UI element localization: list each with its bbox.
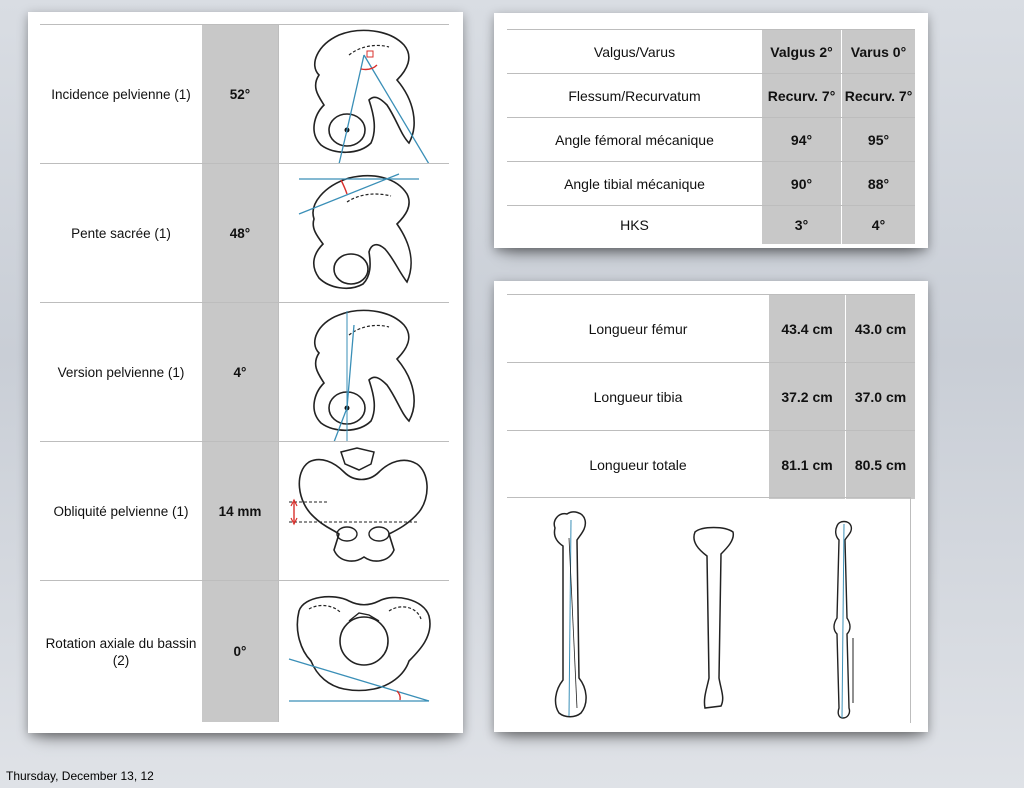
pelvic-obliquity-figure: [278, 442, 450, 581]
right-value: Recurv. 7°: [842, 74, 915, 118]
table-row: [507, 362, 915, 431]
row-label: Obliquité pelvienne (1): [53, 504, 189, 519]
row-label: Longueur fémur: [588, 321, 688, 337]
bone-lengths-card: [494, 281, 928, 732]
row-value: 4°: [202, 303, 278, 442]
row-label: HKS: [620, 217, 649, 233]
left-value: Recurv. 7°: [762, 74, 841, 118]
table-row: [507, 73, 915, 118]
row-value: 14 mm: [202, 442, 278, 581]
row-label: Longueur totale: [589, 457, 687, 473]
right-value: Varus 0°: [842, 30, 915, 74]
row-label: Version pelvienne (1): [57, 365, 185, 380]
right-value: 80.5 cm: [846, 431, 915, 499]
bone-drawings: [507, 497, 911, 723]
left-value: 90°: [762, 162, 841, 206]
left-value: 43.4 cm: [769, 295, 845, 363]
table-row: [40, 24, 449, 164]
table-row: [40, 580, 449, 722]
table-row: [507, 205, 915, 244]
right-value: 43.0 cm: [846, 295, 915, 363]
table-row: [40, 163, 449, 303]
table-row: [507, 117, 915, 162]
row-label: Pente sacrée (1): [71, 226, 171, 241]
row-label: Angle tibial mécanique: [564, 176, 705, 192]
pelvis-parameters-table: [40, 24, 449, 721]
row-label: Incidence pelvienne (1): [51, 87, 191, 102]
sacral-slope-figure: [278, 164, 450, 303]
table-row: [507, 161, 915, 206]
row-value: 52°: [202, 25, 278, 164]
row-label: Rotation axiale du bassin (2): [45, 635, 197, 668]
bone-lengths-table: [507, 294, 915, 498]
pelvis-parameters-card: [28, 12, 463, 733]
left-value: 81.1 cm: [769, 431, 845, 499]
left-value: 37.2 cm: [769, 363, 845, 431]
pelvic-tilt-figure: [278, 303, 450, 442]
table-row: [40, 302, 449, 442]
row-label: Angle fémoral mécanique: [555, 132, 714, 148]
table-row: [507, 430, 915, 499]
footer-date: Thursday, December 13, 12: [6, 769, 154, 783]
table-row: [40, 441, 449, 581]
table-row: [507, 294, 915, 363]
left-value: Valgus 2°: [762, 30, 841, 74]
right-value: 88°: [842, 162, 915, 206]
pelvic-axial-rotation-figure: [278, 581, 450, 722]
right-value: 95°: [842, 118, 915, 162]
left-value: 3°: [762, 206, 841, 244]
full-leg-drawing: [834, 522, 853, 719]
pelvis-incidence-figure: [278, 25, 450, 164]
right-value: 37.0 cm: [846, 363, 915, 431]
row-label: Valgus/Varus: [593, 44, 676, 60]
femur-drawing: [554, 512, 586, 717]
right-value: 4°: [842, 206, 915, 244]
row-label: Longueur tibia: [593, 389, 683, 405]
knee-angles-card: [494, 13, 928, 248]
row-label: Flessum/Recurvatum: [568, 88, 701, 104]
row-value: 0°: [202, 581, 278, 722]
table-row: [507, 29, 915, 74]
row-value: 48°: [202, 164, 278, 303]
knee-angles-table: [507, 29, 915, 237]
left-value: 94°: [762, 118, 841, 162]
tibia-drawing: [694, 528, 733, 709]
